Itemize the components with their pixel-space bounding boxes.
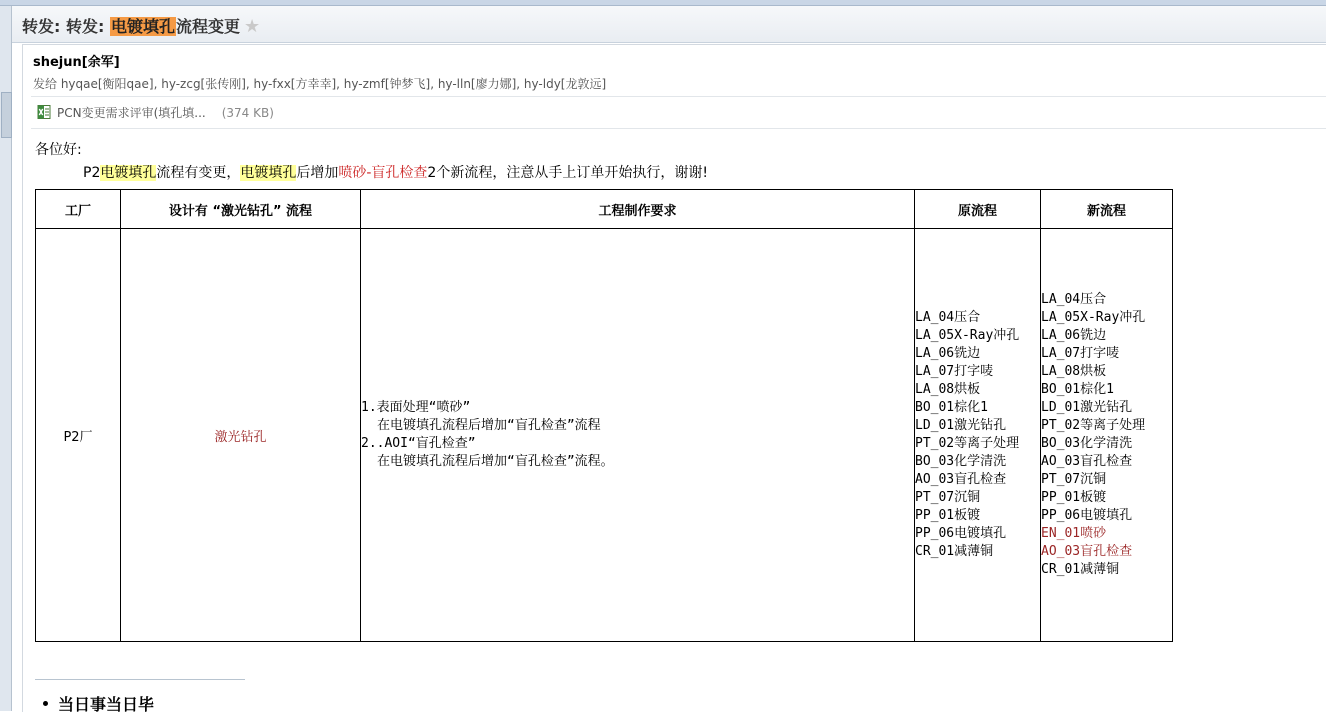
new-flow-cell	[1041, 229, 1173, 642]
body-text: P2	[83, 165, 101, 181]
flow-step: BO_03化学清洗	[1041, 436, 1133, 451]
flow-step: PT_02等离子处理	[1041, 418, 1146, 433]
requirement-line: 1.表面处理“喷砂”	[361, 400, 471, 415]
flow-step: LA_04压合	[1041, 292, 1107, 307]
flow-step: LA_04压合	[915, 310, 981, 325]
body-red-text: 喷砂-盲孔检查	[338, 165, 428, 181]
old-flow-cell	[915, 229, 1041, 642]
new-flow-list	[1041, 291, 1172, 579]
factory-cell: P2厂	[36, 229, 121, 642]
flow-step: PT_07沉铜	[1041, 472, 1107, 487]
body-highlight: 电镀填孔	[240, 165, 297, 181]
flow-step: LD_01激光钻孔	[1041, 400, 1133, 415]
flow-step: LA_08烘板	[1041, 364, 1107, 379]
flow-step: PP_01板镀	[1041, 490, 1107, 505]
star-icon[interactable]: ★	[243, 16, 261, 37]
subject-highlight: 电镀填孔	[110, 17, 175, 36]
header-old-flow: 原流程	[915, 190, 1041, 229]
body-text: 后增加	[296, 165, 339, 181]
flow-step: LA_07打字唛	[915, 364, 994, 379]
attachment-item[interactable]	[37, 104, 274, 121]
flow-step: AO_03盲孔检查	[1041, 544, 1133, 559]
requirement-line: 在电镀填孔流程后增加“盲孔检查”流程。	[377, 454, 614, 469]
old-flow-list	[915, 309, 1040, 561]
flow-step: PP_06电镀填孔	[1041, 508, 1133, 523]
divider	[31, 128, 1326, 129]
flow-step: CR_01减薄铜	[1041, 562, 1120, 577]
flow-step: PP_06电镀填孔	[915, 526, 1007, 541]
left-scroll-strip[interactable]	[0, 6, 12, 711]
body-paragraph	[83, 162, 708, 182]
recipients-line: 发给 hyqae[衡阳qae], hy-zcg[张传刚], hy-fxx[方幸幸], hy-zmf[钟梦飞], hy-lln[廖力娜], hy-ldy[龙敦远]	[33, 77, 607, 91]
flow-step: BO_01棕化1	[1041, 382, 1114, 397]
requirement-line: 2..AOI“盲孔检查”	[361, 436, 476, 451]
flow-step: LA_06铣边	[1041, 328, 1107, 343]
subject-suffix: 流程变更	[175, 17, 240, 36]
flow-step: LA_05X-Ray冲孔	[915, 328, 1020, 343]
flow-step: PT_02等离子处理	[915, 436, 1020, 451]
table-header-row	[36, 190, 1173, 229]
body-text: 2个新流程，注意从手上订单开始执行，谢谢!	[427, 165, 708, 181]
subject-prefix: 转发: 转发:	[22, 17, 110, 36]
message-panel	[22, 44, 1326, 712]
greeting: 各位好:	[35, 142, 82, 158]
body-highlight: 电镀填孔	[100, 165, 157, 181]
scrollbar-thumb[interactable]	[1, 92, 12, 138]
flow-step: BO_03化学清洗	[915, 454, 1007, 469]
flow-step: BO_01棕化1	[915, 400, 988, 415]
signature-divider	[35, 679, 245, 680]
body-text: 流程有变更，	[156, 165, 241, 181]
header-new-flow: 新流程	[1041, 190, 1173, 229]
header-factory: 工厂	[36, 190, 121, 229]
flow-step: AO_03盲孔检查	[1041, 454, 1133, 469]
signature-line	[43, 692, 154, 715]
flow-step: LA_06铣边	[915, 346, 981, 361]
requirements-cell	[361, 229, 915, 642]
flow-step: AO_03盲孔检查	[915, 472, 1007, 487]
flow-step: LA_08烘板	[915, 382, 981, 397]
attachment-name[interactable]: PCN变更需求评审(填孔填...	[57, 106, 206, 120]
flow-step: LD_01激光钻孔	[915, 418, 1007, 433]
signature-text: 当日事当日毕	[58, 695, 155, 714]
process-change-table	[35, 189, 1173, 642]
attachment-size: (374 KB)	[221, 106, 274, 120]
divider	[31, 96, 1326, 97]
excel-file-icon	[37, 105, 51, 119]
design-cell: 激光钻孔	[121, 229, 361, 642]
flow-step: PP_01板镀	[915, 508, 981, 523]
table-row	[36, 229, 1173, 642]
flow-step: PT_07沉铜	[915, 490, 981, 505]
message-header-bar	[12, 6, 1326, 43]
sender-name[interactable]: shejun[余军]	[33, 55, 120, 70]
bullet-icon	[43, 701, 48, 706]
header-requirements: 工程制作要求	[361, 190, 915, 229]
flow-step: LA_05X-Ray冲孔	[1041, 310, 1146, 325]
header-design: 设计有 “激光钻孔” 流程	[121, 190, 361, 229]
flow-step: CR_01减薄铜	[915, 544, 994, 559]
flow-step: LA_07打字唛	[1041, 346, 1120, 361]
requirement-line: 在电镀填孔流程后增加“盲孔检查”流程	[377, 418, 601, 433]
message-subject	[22, 14, 260, 37]
flow-step: EN_01喷砂	[1041, 526, 1107, 541]
